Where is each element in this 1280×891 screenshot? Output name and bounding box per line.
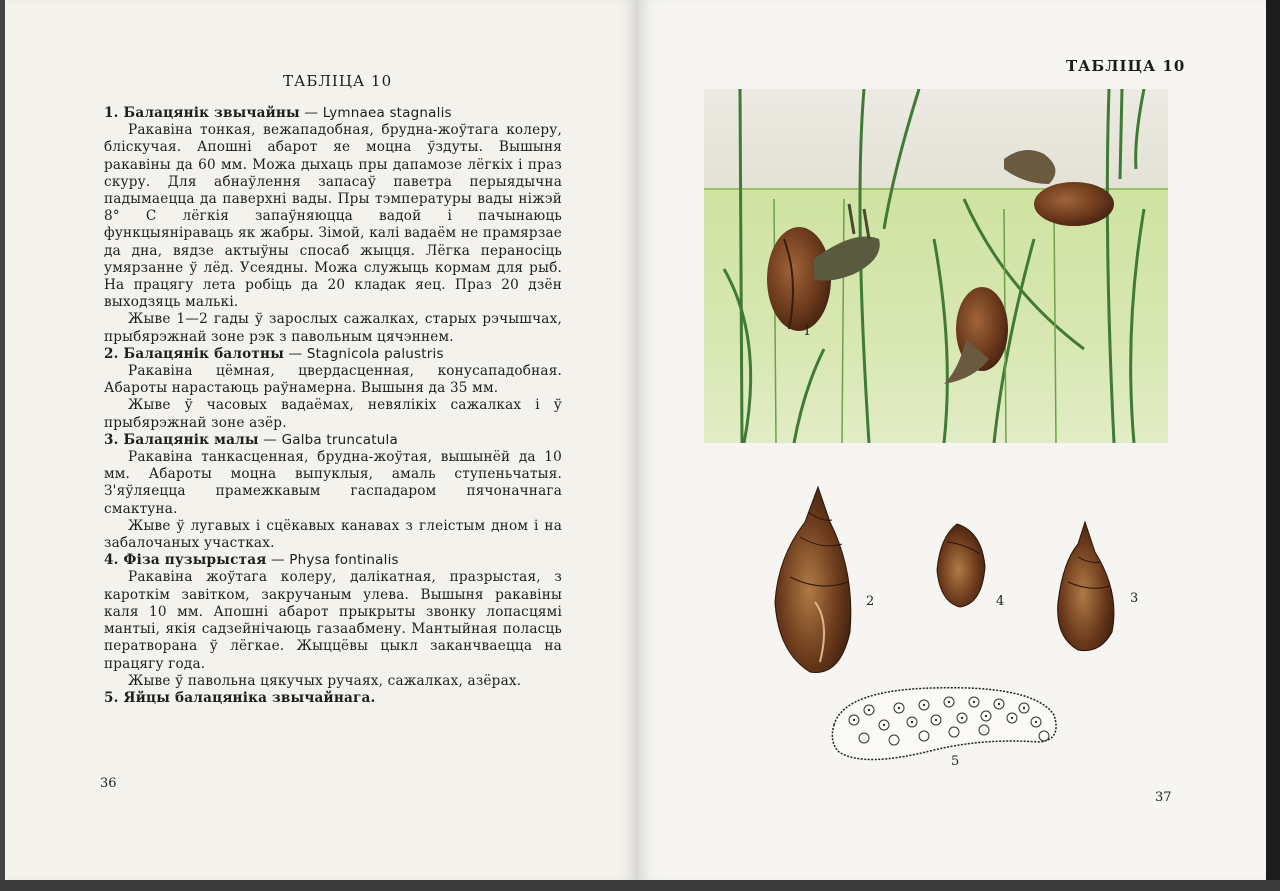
- label-3: 3: [1130, 591, 1139, 606]
- label-5: 5: [951, 754, 960, 769]
- entry-heading: 2. Балацянік балотны — Stagnicola palustris: [104, 345, 444, 362]
- shell-lymnaea-stagnalis: [775, 487, 851, 673]
- pond-scene-illustration: [704, 89, 1168, 443]
- label-4: 4: [996, 594, 1005, 609]
- scan-edge-right: [1266, 0, 1280, 891]
- air-area: [704, 89, 1168, 189]
- entry-paragraph: Ракавіна танкасценная, брудна-жоўтая, вышынёй да 10 мм. Абароты моцна выпуклыя, амаль ступеньчатыя. З'яўляецца прамежкавым гаспадаром пячоначнага смактуна.: [104, 449, 562, 517]
- shell-physa-fontinalis: [937, 524, 985, 607]
- entry-paragraph: Ракавіна жоўтага колеру, далікатная, празрыстая, з кароткім завітком, закручаным улева. Вышыня ракавіны каля 10 мм. Апошні абарот прыкрыты звонку лопасцямі мантыі, якія садзейнічаюць газаабмену. Мантыйная поласць ператворана ў лёгкае. Жыццёвы цыкл заканчваецца на працягу года.: [104, 569, 562, 672]
- label-2: 2: [866, 594, 875, 609]
- page-number-right: 37: [1155, 790, 1172, 805]
- entry-heading: 4. Фіза пузырыстая — Physa fontinalis: [104, 552, 399, 569]
- entry-paragraph: Ракавіна цёмная, цвердасценная, конусападобная. Абароты нарастаюць раўнамерна. Вышыня да 35 мм.: [104, 363, 562, 397]
- entry-heading: 3. Балацянік малы — Galba truncatula: [104, 431, 398, 448]
- shell-illustrations: [760, 482, 1160, 682]
- entry-paragraph: Жыве 1—2 гады ў зарослых сажалках, старых рэчышчах, прыбярэжнай зоне рэк з павольным цячэннем.: [104, 311, 562, 345]
- scan-edge-bottom: [0, 880, 1280, 891]
- label-1: 1: [803, 324, 812, 339]
- page-number-left: 36: [100, 776, 117, 791]
- species-descriptions: [104, 105, 562, 707]
- entry-heading: 5. Яйцы балацяніка звычайнага.: [104, 689, 376, 706]
- entry-paragraph: Ракавіна тонкая, вежападобная, брудна-жоўтага колеру, бліскучая. Апошні абарот яе моцна ўздуты. Вышыня ракавіны да 60 мм. Можа дыхаць пры дапамозе лёгкіх і праз скуру. Для абнаўлення запасаў паветра перыядычна падымаецца да паверхні вады. Пры тэмпературы вады ніжэй 8° С лёгкія запаўняюцца вадой і пачынаюць функцыяніраваць як жабры. Зімой, калі вадаём не прамярзае да дна, вядзе актыўны спосаб жыцця. Лёгка пераносіць умярзанне ў лёд. Усеядны. Можа служыць кормам для рыб. На працягу лета робіць да 20 кладак яец. Праз 20 дзён выходзяць малькі.: [104, 122, 562, 311]
- left-page-title: ТАБЛІЦА 10: [283, 72, 393, 90]
- entry-paragraph: Жыве ў часовых вадаёмах, невялікіх сажалках і ў прыбярэжнай зоне азёр.: [104, 397, 562, 431]
- entry-paragraph: Жыве ў лугавых і сцёкавых канавах з глеістым дном і на забалочаных участках.: [104, 517, 562, 552]
- entry-paragraph: Жыве ў павольна цякучых ручаях, сажалках, азёрах.: [128, 672, 522, 689]
- entry-heading: 1. Балацянік звычайны — Lymnaea stagnalis: [104, 105, 452, 121]
- egg-mass-illustration: [824, 680, 1064, 770]
- shell-stagnicola-palustris: [1058, 522, 1114, 651]
- right-page-title: ТАБЛІЦА 10: [1066, 57, 1186, 75]
